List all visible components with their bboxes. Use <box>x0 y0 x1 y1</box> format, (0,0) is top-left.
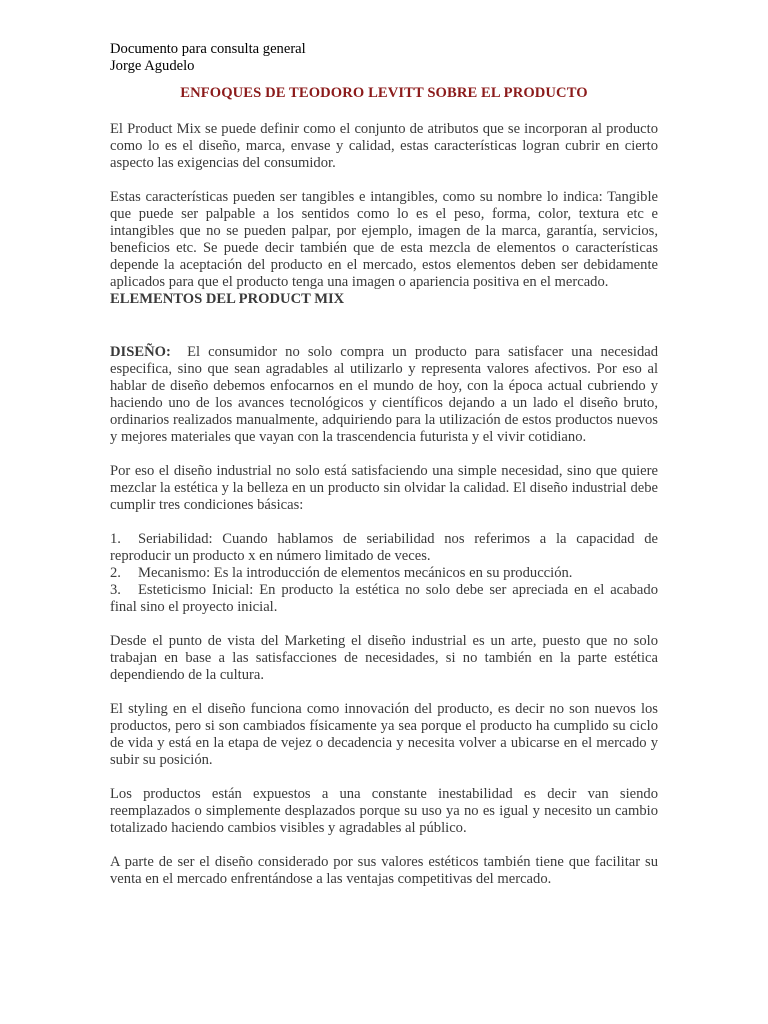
document-subtitle: Documento para consulta general <box>110 41 306 57</box>
conditions-list <box>110 531 658 616</box>
paragraph-tangibles: Estas características pueden ser tangibles e intangibles, como su nombre lo indica: Tangible que puede ser palpable a los sentidos como lo es el peso, forma, color, textura etc e intangibles que no se pueden palpar, por ejemplo, imagen de la marca, garantía, servicios, beneficios etc. Se puede decir también que de esta mezcla de elementos o características depende la aceptación del producto en el mercado, estos elementos deben ser debidamente aplicados para que el producto tenga una imagen o apariencia positiva en el mercado. <box>110 189 658 290</box>
list-item <box>110 565 658 582</box>
list-number: 2. <box>110 565 121 581</box>
list-item <box>110 531 658 565</box>
list-number: 1. <box>110 531 121 547</box>
paragraph-venta: A parte de ser el diseño considerado por sus valores estéticos también tiene que facilitar su venta en el mercado enfrentándose a las ventajas competitivas del mercado. <box>110 854 658 887</box>
list-number: 3. <box>110 582 121 598</box>
list-text: Seriabilidad: Cuando hablamos de seriabilidad nos referimos a la capacidad de reproducir un producto x en número limitado de veces. <box>110 531 658 564</box>
list-item <box>110 582 658 616</box>
paragraph-product-mix: El Product Mix se puede definir como el conjunto de atributos que se incorporan al producto como lo es el diseño, marca, envase y calidad, estas características logran cubrir en cierto aspecto las exigencias del consumidor. <box>110 121 658 171</box>
list-text: Mecanismo: Es la introducción de elementos mecánicos en su producción. <box>138 565 573 581</box>
list-text: Esteticismo Inicial: En producto la estética no solo debe ser apreciada en el acabado final sino el proyecto inicial. <box>110 582 658 615</box>
diseno-label: DISEÑO: <box>110 344 171 360</box>
paragraph-marketing: Desde el punto de vista del Marketing el diseño industrial es un arte, puesto que no solo trabajan en base a las satisfacciones de necesidades, si no también en la parte estética dependiendo de la cultura. <box>110 633 658 683</box>
section-heading: ELEMENTOS DEL PRODUCT MIX <box>110 291 345 307</box>
paragraph-inestabilidad: Los productos están expuestos a una constante inestabilidad es decir van siendo reemplazados o simplemente desplazados porque su uso ya no es igual y necesito un cambio totalizado haciendo cambios visibles y agradables al público. <box>110 786 658 836</box>
paragraph-styling: El styling en el diseño funciona como innovación del producto, es decir no son nuevos los productos, pero si son cambiados físicamente ya sea porque el producto ha cumplido su ciclo de vida y está en la etapa de vejez o decadencia y necesita volver a ubicarse en el mercado y subir su posición. <box>110 701 658 768</box>
diseno-text: El consumidor no solo compra un producto para satisfacer una necesidad especifica, sino que sean agradables al utilizarlo y representa valores afectivos. Por eso al hablar de diseño debemos enfocarnos en el mundo de hoy, con la época actual cubriendo y haciendo uno de los avances tecnológicos y científicos dejando a un lado el diseño bruto, ordinarios realizados manualmente, adquiriendo para la utilización de estos productos nuevos y mejores materiales que vayan con la trascendencia futurista y el vivir cotidiano. <box>110 344 659 445</box>
author-name: Jorge Agudelo <box>110 58 195 74</box>
paragraph-diseno <box>110 344 658 446</box>
paragraph-diseno-industrial: Por eso el diseño industrial no solo está satisfaciendo una simple necesidad, sino que quiere mezclar la estética y la belleza en un producto sin olvidar la calidad. El diseño industrial debe cumplir tres condiciones básicas: <box>110 463 658 513</box>
document-title: ENFOQUES DE TEODORO LEVITT SOBRE EL PRODUCTO <box>180 85 588 101</box>
